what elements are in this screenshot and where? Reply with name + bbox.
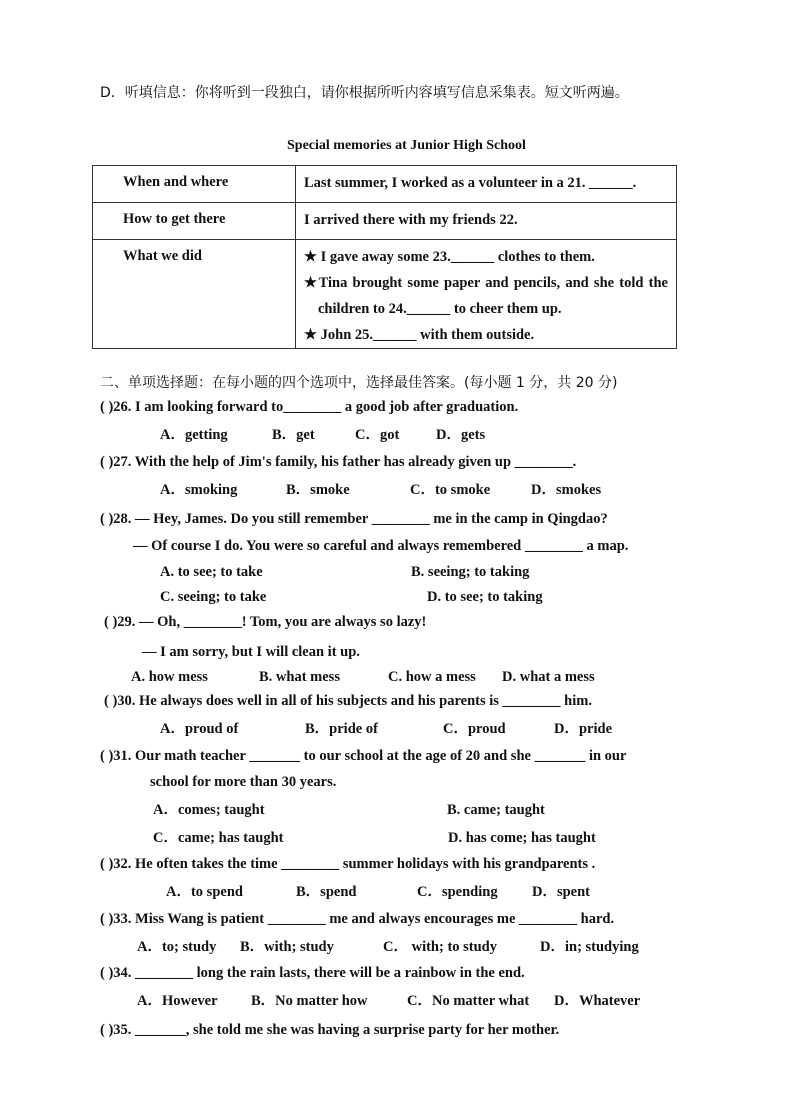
question-29-line2: — I am sorry, but I will clean it up. — [142, 644, 360, 660]
q29-option-a: A. how mess — [131, 669, 208, 685]
q26-option-b: B．get — [272, 427, 315, 443]
q27-option-c: C．to smoke — [410, 482, 491, 498]
q34-option-b: B．No matter how — [251, 993, 368, 1009]
question-32-stem: ( )32. He often takes the time ________ summer holidays with his grandparents . — [100, 856, 596, 872]
q30-option-b: B．pride of — [305, 721, 378, 737]
table-cell-line: ★ John 25.______ with them outside. — [304, 327, 535, 343]
info-table — [92, 165, 677, 349]
q29-option-b: B. what mess — [259, 669, 340, 685]
table-row — [93, 240, 677, 349]
table-cell-line: ★Tina brought some paper and pencils, and she told the — [304, 275, 668, 291]
q32-option-d: D．spent — [532, 884, 591, 900]
question-28-line2: — Of course I do. You were so careful and always remembered ________ a map. — [133, 538, 629, 554]
question-29-stem: ( )29. — Oh, ________! Tom, you are always so lazy! — [104, 614, 427, 630]
q31-option-d: D. has come; has taught — [448, 830, 596, 846]
section-2-heading: 二、单项选择题：在每小题的四个选项中，选择最佳答案。(每小题 1 分，共 20 分) — [100, 375, 618, 391]
table-cell-line: Last summer, I worked as a volunteer in a 21. ______. — [304, 175, 637, 191]
question-31-stem: ( )31. Our math teacher _______ to our school at the age of 20 and she _______ in our — [100, 748, 627, 764]
table-cell-label: How to get there — [93, 203, 296, 240]
q29-option-c: C. how a mess — [388, 669, 476, 685]
section-d-heading: D．听填信息：你将听到一段独白，请你根据所听内容填写信息采集表。短文听两遍。 — [100, 85, 629, 101]
q27-option-d: D．smokes — [531, 482, 602, 498]
q32-option-a: A．to spend — [166, 884, 243, 900]
table-title: Special memories at Junior High School — [287, 138, 526, 153]
q29-option-d: D. what a mess — [502, 669, 595, 685]
table-cell-content — [296, 240, 677, 349]
question-35-stem: ( )35. _______, she told me she was having a surprise party for her mother. — [100, 1022, 560, 1038]
q33-option-a: A．to; study — [137, 939, 217, 955]
question-34-stem: ( )34. ________ long the rain lasts, there will be a rainbow in the end. — [100, 965, 525, 981]
q34-option-d: D．Whatever — [554, 993, 641, 1009]
q32-option-c: C．spending — [417, 884, 498, 900]
table-cell-line: ★ I gave away some 23.______ clothes to them. — [304, 249, 595, 265]
question-27-stem: ( )27. With the help of Jim's family, his father has already given up ________. — [100, 454, 577, 470]
q28-option-d: D. to see; to taking — [427, 589, 543, 605]
q28-option-c: C. seeing; to take — [160, 589, 267, 605]
table-cell-line: children to 24.______ to cheer them up. — [318, 301, 562, 317]
table-cell-content — [296, 203, 677, 240]
q32-option-b: B．spend — [296, 884, 357, 900]
table-cell-line: I arrived there with my friends 22. — [304, 212, 518, 228]
q34-option-a: A．However — [137, 993, 218, 1009]
question-26-stem: ( )26. I am looking forward to________ a good job after graduation. — [100, 399, 519, 415]
q28-option-a: A. to see; to take — [160, 564, 263, 580]
q30-option-d: D．pride — [554, 721, 612, 737]
q34-option-c: C．No matter what — [407, 993, 530, 1009]
q33-option-b: B．with; study — [240, 939, 334, 955]
q27-option-a: A．smoking — [160, 482, 238, 498]
table-cell-label: When and where — [93, 166, 296, 203]
q31-option-c: C．came; has taught — [153, 830, 284, 846]
q26-option-a: A．getting — [160, 427, 228, 443]
table-cell-label: What we did — [93, 240, 296, 349]
q28-option-b: B. seeing; to taking — [411, 564, 530, 580]
q33-option-c: C． with; to study — [383, 939, 497, 955]
q33-option-d: D．in; studying — [540, 939, 639, 955]
q30-option-a: A．proud of — [160, 721, 239, 737]
question-28-stem: ( )28. — Hey, James. Do you still remember ________ me in the camp in Qingdao? — [100, 511, 608, 527]
q26-option-d: D．gets — [436, 427, 486, 443]
table-row — [93, 166, 677, 203]
q26-option-c: C．got — [355, 427, 400, 443]
q31-option-a: A．comes; taught — [153, 802, 265, 818]
table-row — [93, 203, 677, 240]
q31-option-b: B. came; taught — [447, 802, 545, 818]
q30-option-c: C．proud — [443, 721, 506, 737]
q27-option-b: B．smoke — [286, 482, 350, 498]
question-31-line2: school for more than 30 years. — [150, 774, 337, 790]
question-33-stem: ( )33. Miss Wang is patient ________ me and always encourages me ________ hard. — [100, 911, 615, 927]
question-30-stem: ( )30. He always does well in all of his subjects and his parents is ________ him. — [104, 693, 592, 709]
table-cell-content — [296, 166, 677, 203]
